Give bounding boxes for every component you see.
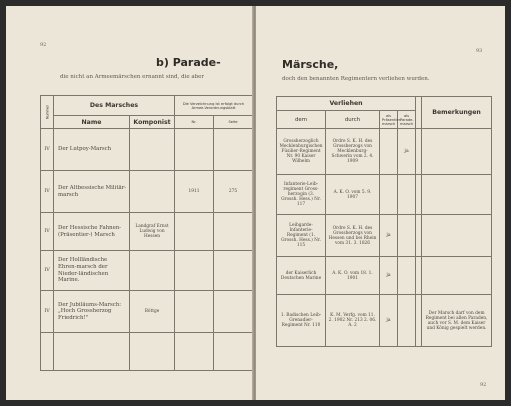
march-komponist [130, 171, 175, 213]
verliehen-durch: K. M. Verfg. vom 11. 2. 1902 Nr. 213 2. 06. A. 2 [326, 295, 380, 347]
march-name: Der Jubiläums-Marsch: „Hoch Grossherzog Friedrich!" [54, 291, 130, 333]
march-name: Der Hessische Fahnen-(Präsentier-) Marsch [54, 213, 130, 251]
table-row [277, 295, 492, 347]
table-row [277, 257, 492, 295]
right-page [256, 6, 505, 400]
col-seite-header: Seite [214, 116, 253, 129]
bemerkung [422, 175, 492, 215]
col-dem-header: dem [277, 111, 326, 129]
ab-seite [214, 291, 253, 333]
ab-nr: 1911 [175, 171, 214, 213]
regiment: Grossherzoglich Mecklenburgischen Füsilier-Regiment Nr. 90 Kaiser Wilhelm [277, 129, 326, 175]
page-heading: Märsche, [282, 58, 339, 71]
bemerkung: Der Marsch darf von dem Regiment bei allen Paraden, auch vor S. M. dem Kaiser und König gespielt werden. [422, 295, 492, 347]
table-row [41, 171, 253, 213]
verliehen-durch: Ordre S. K. H. des Grossherzogs von Hessen und bei Rhein vom 31. 3. 1826 [326, 215, 380, 257]
table-row [41, 291, 253, 333]
col-bemerkungen-header: Bemerkungen [422, 97, 492, 129]
parade-mark [398, 257, 416, 295]
regiment: Infanterie-Leib-regiment Gross-herzogin (3. Grossh. Hess.) Nr. 117 [277, 175, 326, 215]
row-nr: IV [41, 291, 54, 333]
verliehen-durch: A. K. O. vom 5. 9. 1907 [326, 175, 380, 215]
table-row [277, 175, 492, 215]
col-nr2-header: Nr. [175, 116, 214, 129]
table-row [41, 251, 253, 291]
ab-nr [175, 251, 214, 291]
praesentier-mark [380, 129, 398, 175]
row-nr: IV [41, 251, 54, 291]
left-page [6, 6, 253, 400]
row-nr: IV [41, 129, 54, 171]
parade-mark: ja [398, 129, 416, 175]
praesentier-mark: ja [380, 215, 398, 257]
praesentier-mark [380, 175, 398, 215]
parade-mark [398, 215, 416, 257]
group-header: Des Marsches [54, 96, 175, 116]
table-row [41, 129, 253, 171]
row-nr: IV [41, 213, 54, 251]
regiment: der Kaiserlich Deutschen Marine [277, 257, 326, 295]
ab-seite [214, 213, 253, 251]
table-row [277, 215, 492, 257]
page-number-bottom: 92 [480, 382, 487, 388]
march-name: Der Hollländische Ehren-marsch der Nieder-ländischen Marine. [54, 251, 130, 291]
bemerkung [422, 257, 492, 295]
praesentier-mark: ja [380, 295, 398, 347]
page-subtitle: die nicht an Armeemärschen ernannt sind, die aber [60, 74, 205, 80]
regiment: 1. Badischen Leib-Grenadier-Regiment Nr. 110 [277, 295, 326, 347]
bemerkung [422, 215, 492, 257]
ab-seite: 275 [214, 171, 253, 213]
ab-nr [175, 213, 214, 251]
ab-nr [175, 129, 214, 171]
row-nr: IV [41, 171, 54, 213]
march-komponist: Böttge [130, 291, 175, 333]
marches-table [40, 95, 253, 371]
parade-mark [398, 295, 416, 347]
verliehen-durch: A. K. O. vom 18. 1. 1901 [326, 257, 380, 295]
ab-nr [175, 291, 214, 333]
verliehen-table [276, 96, 492, 347]
parade-mark [398, 175, 416, 215]
col-parade-header: als Parade-marsch [398, 111, 416, 129]
group-header: Verliehen [277, 97, 416, 111]
ab-seite [214, 129, 253, 171]
table-row [41, 213, 253, 251]
col-verzeichnis-header: Die Verzeichnung ist erfolgt durch Armee-Verordnungsblatt [175, 96, 253, 116]
verliehen-durch: Ordre S. K. H. des Grossherzogs von Mecklenburg-Schwerin vom 2. 4. 1909 [326, 129, 380, 175]
page-number: 92 [40, 42, 47, 48]
table-row [277, 129, 492, 175]
col-name-header: Name [54, 116, 130, 129]
bemerkung [422, 129, 492, 175]
ab-seite [214, 251, 253, 291]
col-praesentier-header: als Präsentier-marsch [380, 111, 398, 129]
col-durch-header: durch [326, 111, 380, 129]
praesentier-mark: ja [380, 257, 398, 295]
march-komponist [130, 251, 175, 291]
march-komponist: Landgraf Ernst Ludwig von Hessen [130, 213, 175, 251]
col-komponist-header: Komponist [130, 116, 175, 129]
march-name: Der Lutpoy-Marsch [54, 129, 130, 171]
col-nr-header: Nummer [41, 96, 54, 129]
march-komponist [130, 129, 175, 171]
page-number: 93 [476, 48, 483, 54]
page-heading: b) Parade- [156, 56, 221, 69]
regiment: Leibgarde-Infanterie-Regiment (1. Grossh. Hess.) Nr. 115 [277, 215, 326, 257]
page-subtitle: doch den benannten Regimentern verliehen wurden. [282, 76, 430, 82]
march-name: Der Altbessische Militär-marsch [54, 171, 130, 213]
